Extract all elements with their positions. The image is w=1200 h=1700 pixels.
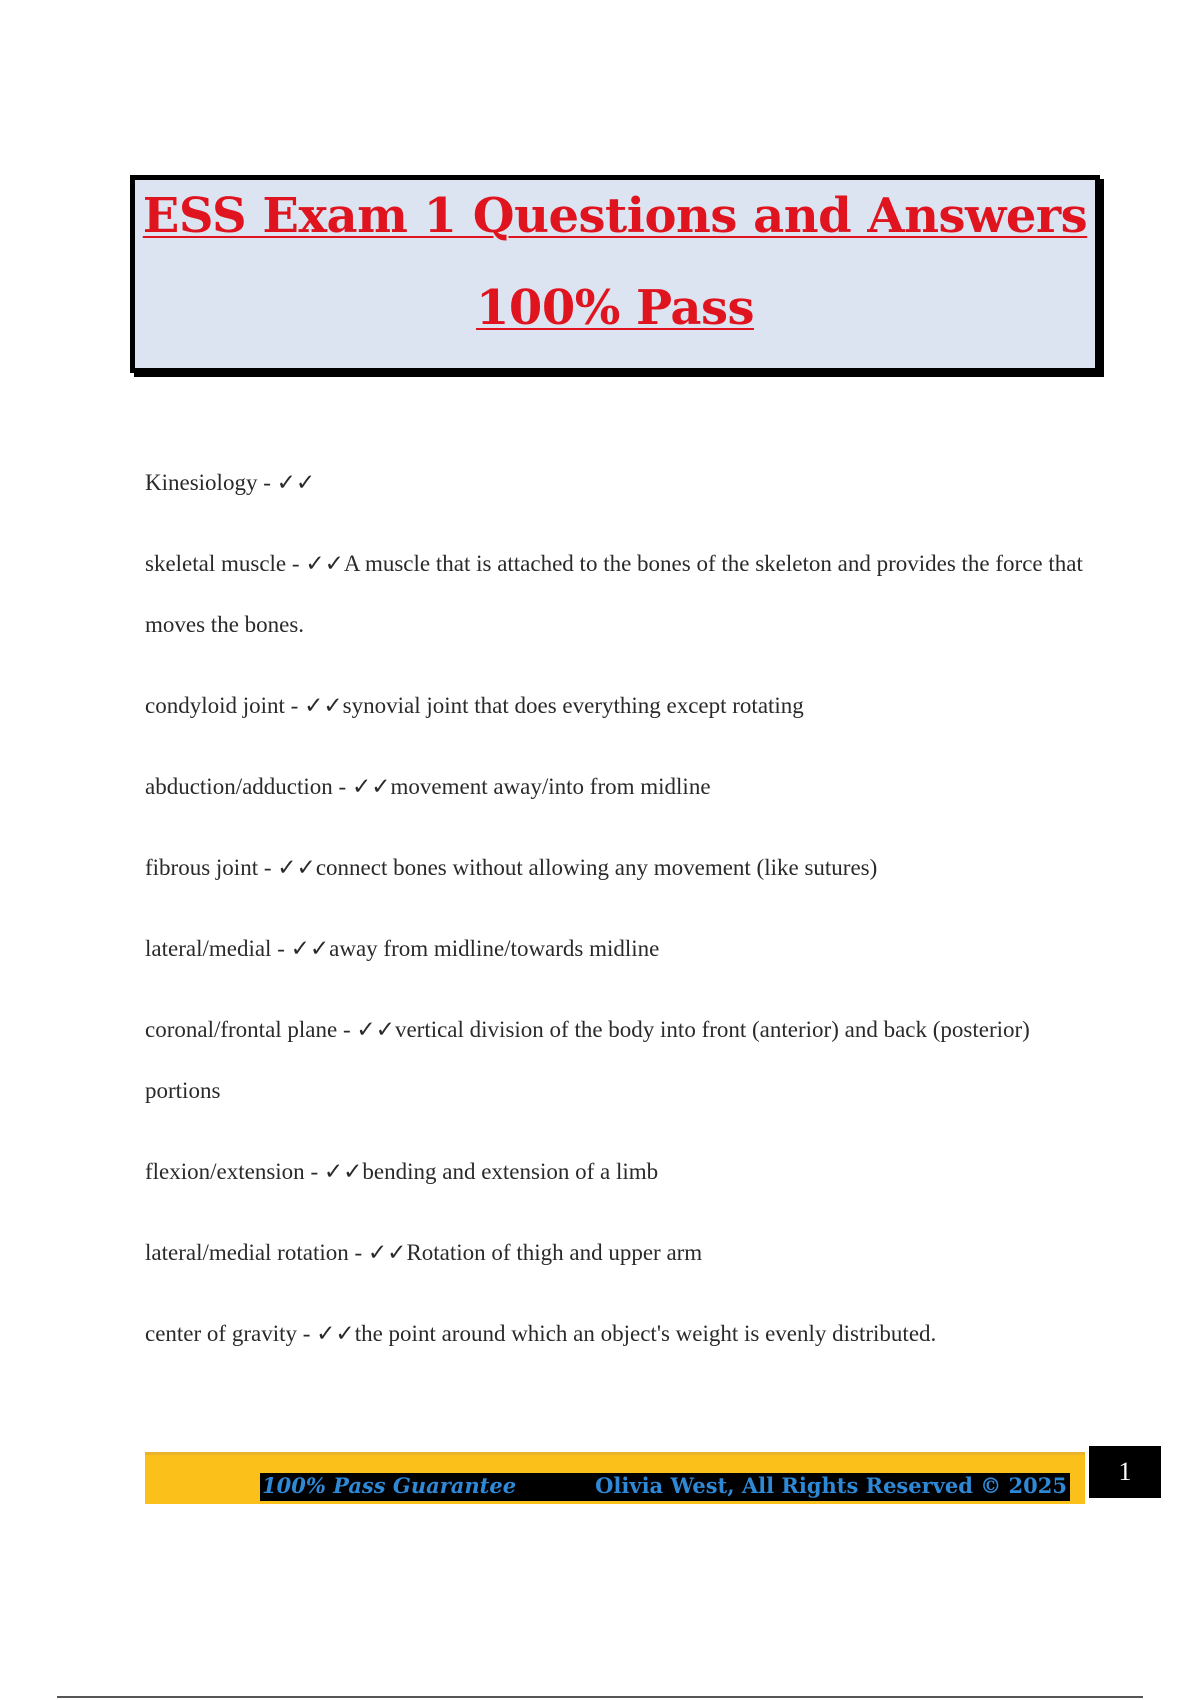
definition: Rotation of thigh and upper arm (406, 1240, 703, 1265)
separator: - (284, 693, 305, 718)
qa-list (145, 452, 1095, 1384)
definition: away from midline/towards midline (329, 936, 660, 961)
term: center of gravity (145, 1321, 297, 1346)
definition: A muscle that is attached to the bones of the skeleton and provides the force that moves the bones. (145, 551, 1083, 637)
qa-entry (145, 756, 1095, 817)
checkmark-icon: ✓✓ (276, 470, 316, 495)
separator: - (332, 774, 352, 799)
separator: - (271, 936, 291, 961)
qa-entry (145, 675, 1095, 736)
checkmark-icon: ✓✓ (316, 1321, 355, 1346)
definition: vertical division of the body into front (anterior) and back (posterior) portions (145, 1017, 1030, 1103)
term: flexion/extension (145, 1159, 305, 1184)
term: Kinesiology (145, 470, 258, 495)
footer-guarantee-text: 100% Pass Guarantee (262, 1473, 517, 1498)
checkmark-icon: ✓✓ (305, 551, 344, 576)
separator: - (257, 470, 277, 495)
qa-entry (145, 918, 1095, 979)
qa-entry (145, 452, 1095, 513)
term: fibrous joint (145, 855, 259, 880)
separator: - (286, 551, 306, 576)
checkmark-icon: ✓✓ (351, 774, 391, 799)
checkmark-icon: ✓✓ (277, 855, 316, 880)
qa-entry (145, 999, 1095, 1121)
term: lateral/medial rotation (145, 1240, 349, 1265)
page-number: 1 (1089, 1446, 1161, 1498)
qa-entry (145, 1141, 1095, 1202)
checkmark-icon: ✓✓ (356, 1017, 395, 1042)
checkmark-icon: ✓✓ (290, 936, 330, 961)
term: skeletal muscle (145, 551, 287, 576)
document-subtitle: 100% Pass (476, 280, 754, 336)
checkmark-icon: ✓✓ (304, 693, 343, 718)
definition: the point around which an object's weight is evenly distributed. (354, 1321, 937, 1346)
separator: - (337, 1017, 357, 1042)
document-title: ESS Exam 1 Questions and Answers (142, 188, 1088, 244)
definition: movement away/into from midline (390, 774, 711, 799)
checkmark-icon: ✓✓ (367, 1240, 407, 1265)
footer-copyright-text: Olivia West, All Rights Reserved © 2025 (595, 1473, 1067, 1498)
checkmark-icon: ✓✓ (323, 1159, 363, 1184)
qa-entry (145, 533, 1095, 655)
footer-bar (145, 1452, 1085, 1504)
separator: - (304, 1159, 324, 1184)
definition: connect bones without allowing any movement (like sutures) (315, 855, 878, 880)
term: lateral/medial (145, 936, 272, 961)
qa-entry (145, 837, 1095, 898)
qa-entry (145, 1222, 1095, 1283)
separator: - (348, 1240, 368, 1265)
definition: synovial joint that does everything except rotating (342, 693, 804, 718)
qa-entry (145, 1303, 1095, 1364)
bottom-divider (57, 1696, 1143, 1698)
definition: bending and extension of a limb (362, 1159, 659, 1184)
term: coronal/frontal plane (145, 1017, 338, 1042)
title-box (130, 175, 1100, 373)
separator: - (258, 855, 278, 880)
term: condyloid joint (145, 693, 285, 718)
separator: - (296, 1321, 317, 1346)
term: abduction/adduction (145, 774, 333, 799)
